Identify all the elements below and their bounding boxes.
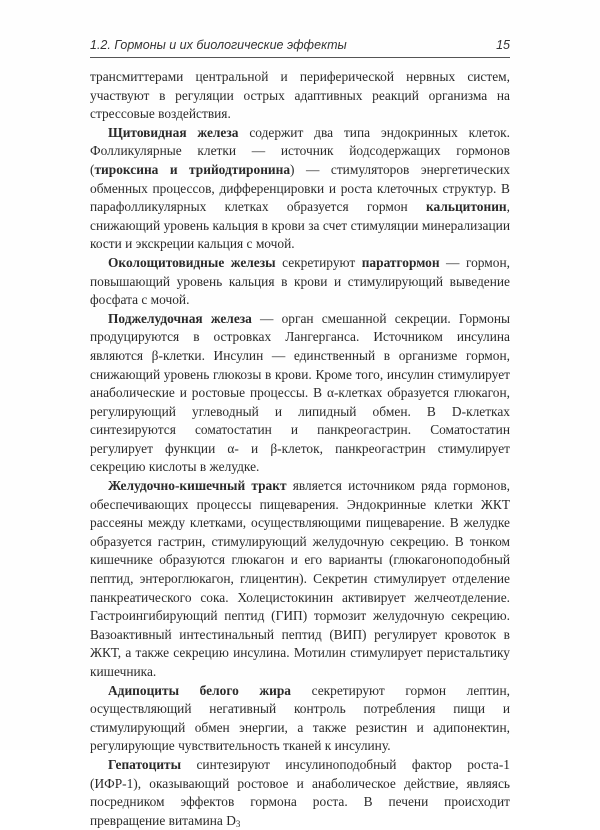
paragraph-adipocytes: Адипоциты белого жира секретируют гормон лептин, осуществляющий негативный контроль потребления пищи и стимулирующий обмен энергии, а также резистин и адипонектин, регулирующие чувствительность тканей к инсулину. (90, 682, 510, 754)
term-adipocytes: Адипоциты белого жира (108, 682, 291, 698)
paragraph-pancreas: Поджелудочная железа — орган смешанной секреции. Гормоны продуцируются в островках Лангерганса. Источником инсулина являются β-клетки. Инсулин — единственный в организме гормон, снижающий уровень глюкозы в крови. Кроме того, инсулин стимулирует анаболические и ростовые процессы. В α-клетках образуется глюкагон, регулирующий углеводный и липидный обмен. В D-клетках синтезируются соматостатин и панкреогастрин. Соматостатин регулирует функции α- и β-клеток, панкреогастрин стимулирует секрецию кислоты в желудке. (90, 310, 510, 475)
page-number: 15 (496, 38, 510, 52)
paragraph-gi-tract: Желудочно-кишечный тракт является источником ряда гормонов, обеспечивающих процессы пищеварения. Эндокринные клетки ЖКТ рассеяны между клетками, осуществляющими пищеварение. В желудке образуется гастрин, стимулирующий желудочную секрецию. В тонком кишечнике образуются глюкагон и его варианты (глюкагоноподобный пептид, энтероглюкагон, глицентин). Секретин стимулирует отделение панкреатического сока. Холецистокинин активирует желчеотделение. Гастроингибирующий пептид (ГИП) тормозит желудочную секрецию. Вазоактивный интестинальный пептид (ВИП) регулирует кровоток в ЖКТ, а также секрецию инсулина. Мотилин стимулирует перистальтику кишечника. (90, 478, 511, 679)
paragraph-continuation: трансмиттерами центральной и периферической нервных систем, участвуют в регуляции острых адаптивных реакций организма на стрессовые воздействия. (90, 69, 510, 122)
term-thyroid: Щитовидная железа (108, 124, 239, 140)
term-hepatocytes: Гепатоциты (108, 756, 182, 772)
vitamin-subscript: 3 (235, 818, 241, 829)
running-header (90, 38, 510, 58)
term-calcitonin: кальцитонин (426, 199, 507, 215)
term-gi-tract: Желудочно-кишечный тракт (108, 478, 287, 494)
term-parathyroid: Околощитовидные железы (108, 254, 276, 270)
paragraph-parathyroid: Околощитовидные железы секретируют паратгормон — гормон, повышающий уровень кальция в крови и стимулирующий выведение фосфата с мочой. (90, 254, 510, 308)
paragraph-hepatocytes: Гепатоциты синтезируют инсулиноподобный фактор роста-1 (ИФР-1), оказывающий ростовое и анаболическое действие, являясь посредником эффектов гормона роста. В печени происходит превращение витамина $D_3$ (90, 756, 510, 829)
term-pancreas: Поджелудочная железа (108, 310, 252, 326)
section-title: 1.2. Гормоны и их биологические эффекты (90, 38, 347, 52)
term-parathormone: паратгормон (361, 254, 440, 270)
term-thyroxine: тироксина и трийодтиронина (94, 161, 291, 177)
paragraph-thyroid: Щитовидная железа содержит два типа эндокринных клеток. Фолликулярные клетки — источник йодсодержащих гормонов (тироксина и трийодтиронина) — стимуляторов энергетических обменных процессов, дифференцировки и роста клеточных структур. В парафолликулярных клетках образуется гормон кальцитонин, снижающий уровень кальция в крови за счет стимуляции минерализации кости и экскреции кальция с мочой. (90, 124, 510, 252)
page-body (90, 68, 510, 830)
